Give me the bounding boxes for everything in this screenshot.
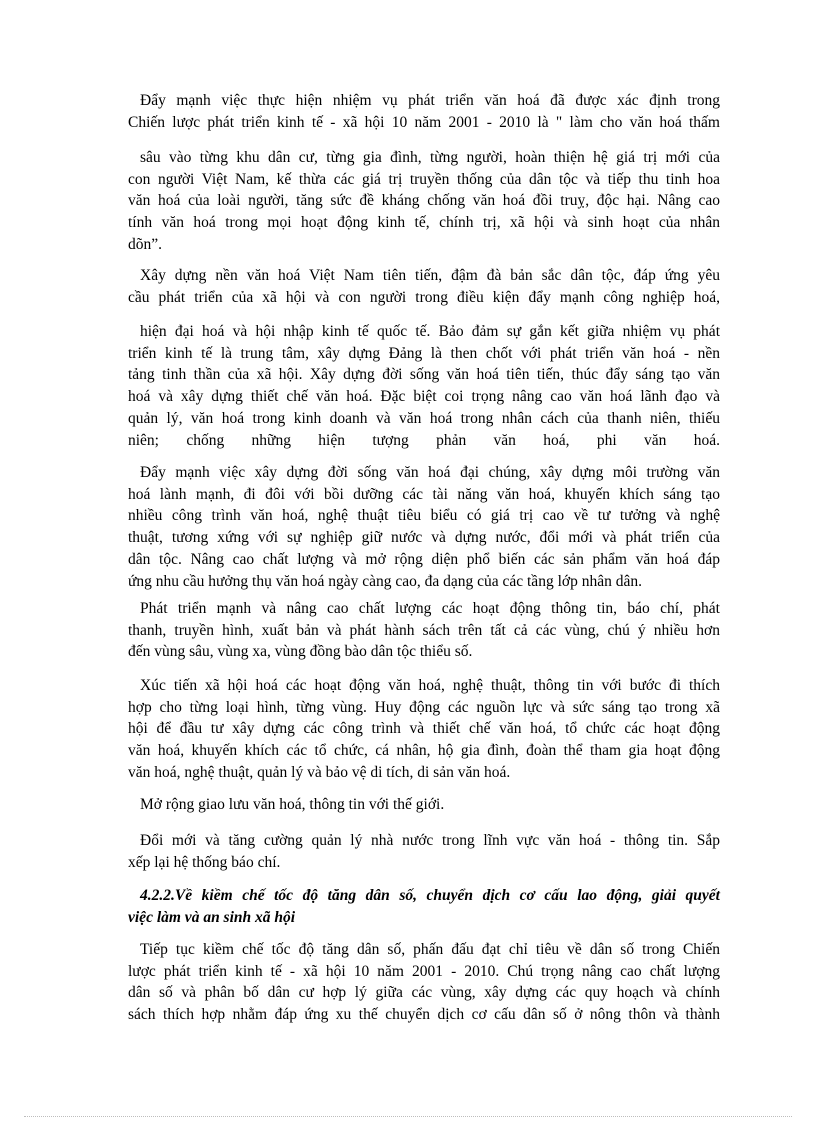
text-line: hiện đại hoá và hội nhập kinh tế quốc tế. Bảo đảm sự gắn kết giữa nhiệm vụ phát: [140, 323, 720, 340]
paragraph-exchange: [128, 794, 720, 816]
text-line: xếp lại hệ thống báo chí.: [128, 853, 281, 871]
paragraph-state-management: [128, 830, 720, 873]
text-line: thanh, truyền hình, xuất bản và phát hành sách trên tất cả các vùng, chú ý nhiều hơn: [128, 621, 720, 639]
text-line: cầu phát triển của xã hội và con người trong điều kiện đẩy mạnh công nghiệp hoá,: [128, 288, 720, 306]
paragraph-modernization: [128, 321, 720, 451]
text-line: Tiếp tục kiềm chế tốc độ tăng dân số, phấn đấu đạt chỉ tiêu về dân số trong Chiến: [140, 941, 720, 958]
text-line: ứng nhu cầu hưởng thụ văn hoá ngày càng cao, đa dạng của các tầng lớp nhân dân.: [128, 572, 642, 590]
paragraph-build-culture: [128, 265, 720, 308]
paragraph-socialization: [128, 675, 720, 784]
page-bottom-divider: [24, 1116, 792, 1117]
text-line: Chiến lược phát triển kinh tế - xã hội 10 năm 2001 - 2010 là " làm cho văn hoá thấm: [128, 113, 720, 131]
text-line: đến vùng sâu, vùng xa, vùng đồng bào dân tộc thiểu số.: [128, 643, 473, 661]
text-line: nhiều công trình văn hoá, nghệ thuật tiêu biểu có giá trị cao về tư tưởng và nghệ: [128, 507, 720, 525]
text-line: quản lý, văn hoá trong kinh doanh và văn hoá trong nhân cách của thanh niên, thiếu: [128, 409, 720, 427]
paragraph-culture-intro: [128, 90, 720, 133]
heading-line: 4.2.2.Về kiềm chế tốc độ tăng dân số, chuyển dịch cơ cấu lao động, giải quyết: [140, 887, 720, 904]
text-line: tảng tinh thần của xã hội. Xây dựng đời sống văn hoá tiên tiến, thúc đẩy sáng tạo văn: [128, 366, 720, 384]
text-line: Xúc tiến xã hội hoá các hoạt động văn hoá, nghệ thuật, thông tin với bước đi thích: [140, 677, 720, 694]
text-line: con người Việt Nam, kế thừa các giá trị truyền thống của dân tộc và tiếp thu tinh hoa: [128, 170, 720, 188]
text-line: hội để đầu tư xây dựng các công trình và thiết chế văn hoá, tổ chức các hoạt động: [128, 720, 720, 738]
text-line: dân số và phân bố dân cư hợp lý giữa các vùng, xây dựng các quy hoạch và chính: [128, 984, 720, 1002]
text-line: triển kinh tế là trung tâm, xây dựng Đảng là then chốt với phát triển văn hoá - nền: [128, 344, 720, 362]
text-line: dõn”.: [128, 235, 163, 253]
text-line: niên; chống những hiện tượng phản văn hoá, phi văn hoá.: [128, 431, 720, 449]
text-line: Đẩy mạnh việc thực hiện nhiệm vụ phát triển văn hoá đã được xác định trong: [140, 92, 720, 109]
heading-line: việc làm và an sinh xã hội: [128, 908, 296, 926]
text-line: Đẩy mạnh việc xây dựng đời sống văn hoá đại chúng, xây dựng môi trường văn: [140, 464, 720, 481]
text-line: sách thích hợp nhằm đáp ứng xu thế chuyển dịch cơ cấu dân số ở nông thôn và thành: [128, 1006, 720, 1024]
text-line: văn hoá của loài người, tăng sức đề kháng chống văn hoá đồi truỵ, độc hại. Nâng cao: [128, 192, 720, 210]
text-line: Xây dựng nền văn hoá Việt Nam tiên tiến, đậm đà bản sắc dân tộc, đáp ứng yêu: [140, 267, 720, 284]
text-line: Phát triển mạnh và nâng cao chất lượng các hoạt động thông tin, báo chí, phát: [140, 600, 720, 617]
text-line: Mở rộng giao lưu văn hoá, thông tin với thế giới.: [140, 796, 445, 813]
text-line: văn hoá, khuyến khích các tổ chức, cá nhân, hộ gia đình, đoàn thể tham gia hoạt động: [128, 742, 720, 760]
text-line: hợp cho từng loại hình, từng vùng. Huy động các nguồn lực và sức sáng tạo trong xã: [128, 698, 720, 716]
text-line: văn hoá, nghệ thuật, quản lý và bảo vệ di tích, di sản văn hoá.: [128, 763, 511, 781]
paragraph-information: [128, 598, 720, 663]
paragraph-mass-culture: [128, 462, 720, 592]
text-line: lược phát triển kinh tế - xã hội 10 năm 2001 - 2010. Chú trọng nâng cao chất lượng: [128, 962, 720, 980]
text-line: hoá lành mạnh, đi đôi với bồi dưỡng các tài năng văn hoá, khuyến khích sáng tạo: [128, 485, 720, 503]
text-line: hoá và xây dựng thiết chế văn hoá. Đặc biệt coi trọng nâng cao văn hoá lãnh đạo và: [128, 388, 720, 406]
text-line: sâu vào từng khu dân cư, từng gia đình, từng người, hoàn thiện hệ giá trị mới của: [140, 149, 720, 166]
text-line: tính văn hoá trong mọi hoạt động kinh tế, chính trị, xã hội và sinh hoạt của nhân: [128, 214, 720, 232]
text-line: dân tộc. Nâng cao chất lượng và mở rộng diện phổ biến các sản phẩm văn hoá đáp: [128, 550, 720, 568]
paragraph-population: [128, 939, 720, 1026]
section-heading: [128, 885, 720, 928]
text-line: thuật, tương xứng với sự nghiệp giữ nước và dựng nước, đổi mới và phát triển của: [128, 529, 720, 547]
text-line: Đổi mới và tăng cường quản lý nhà nước trong lĩnh vực văn hoá - thông tin. Sắp: [140, 832, 720, 849]
paragraph-culture-quote: [128, 147, 720, 256]
